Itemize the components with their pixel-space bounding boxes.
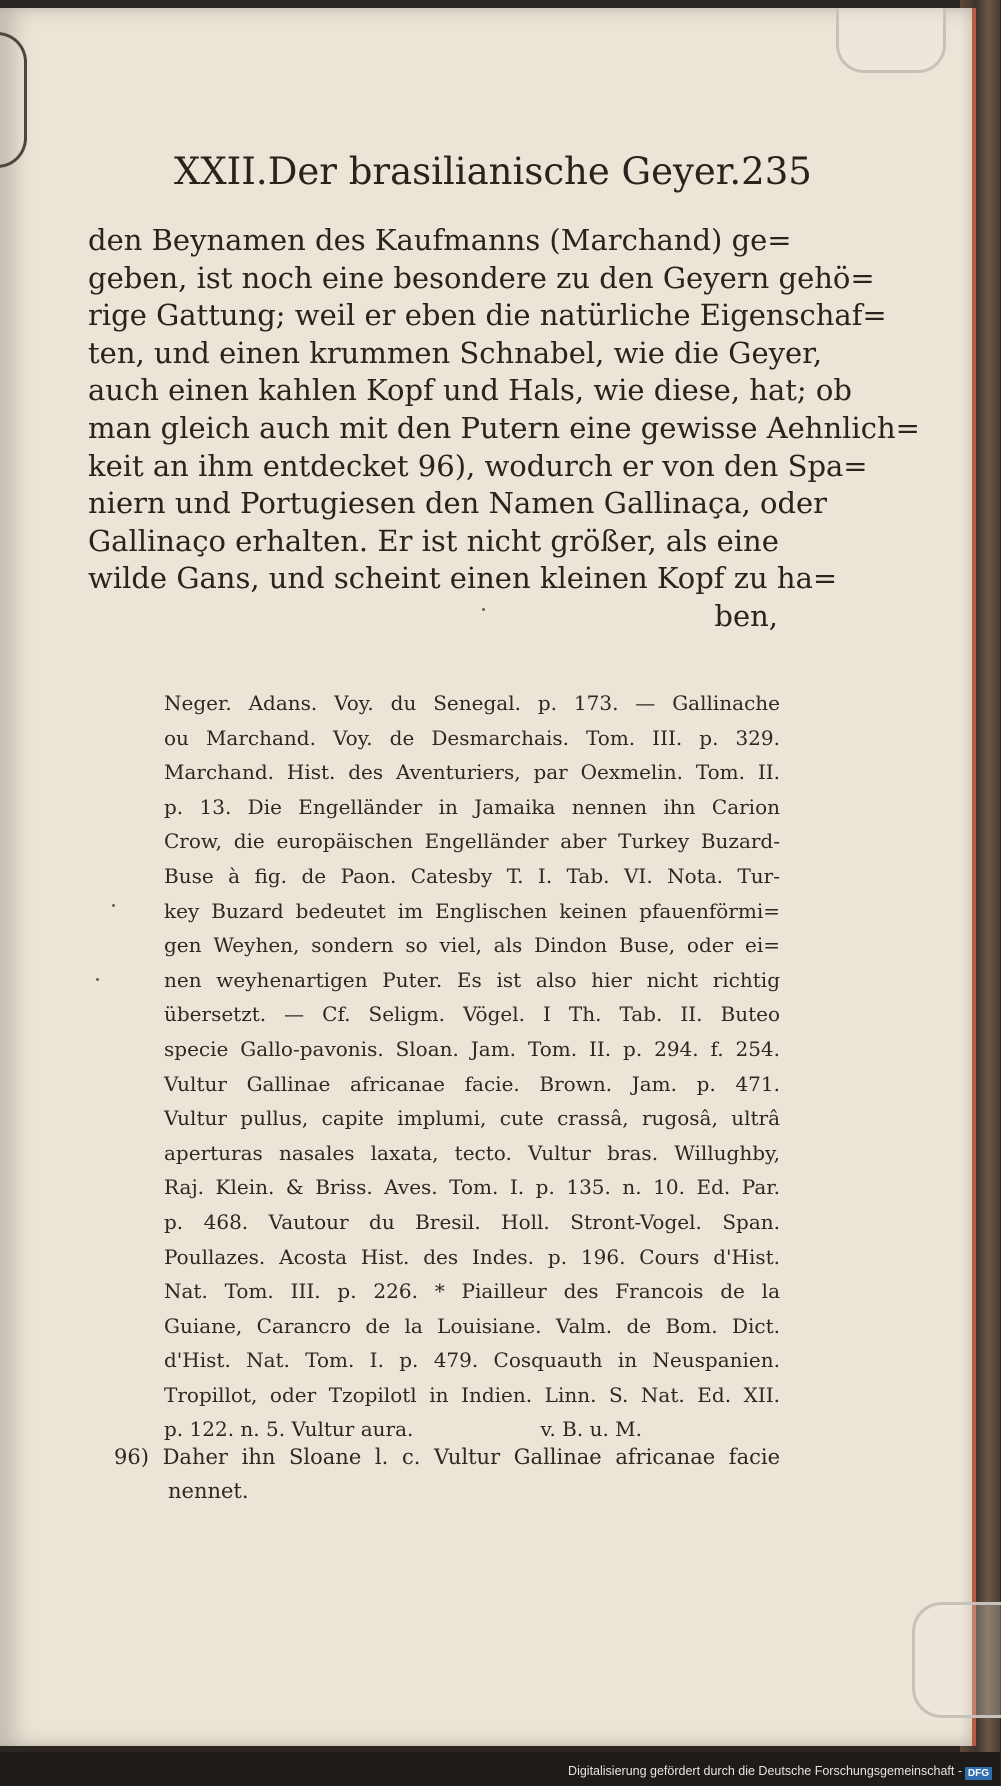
text-line: geben, ist noch eine besondere zu den Geyern gehö= bbox=[88, 260, 875, 295]
main-text bbox=[88, 222, 920, 636]
running-header bbox=[174, 150, 812, 193]
note-line: specie Gallo-pavonis. Sloan. Jam. Tom. II. p. 294. f. 254. bbox=[164, 1036, 780, 1061]
book-page bbox=[0, 8, 976, 1746]
note-line: Guiane, Carancro de la Louisiane. Valm. de Bom. Dict. bbox=[164, 1313, 780, 1338]
note-line: key Buzard bedeutet im Englischen keinen pfauenförmi= bbox=[164, 898, 780, 923]
note-line: d'Hist. Nat. Tom. I. p. 479. Cosquauth in Neuspanien. bbox=[164, 1348, 780, 1373]
text-line: den Beynamen des Kaufmanns (Marchand) ge= bbox=[88, 223, 792, 257]
note-line: Buse à fig. de Paon. Catesby T. I. Tab. VI. Nota. Tur- bbox=[164, 863, 780, 888]
note-line: übersetzt. — Cf. Seligm. Vögel. I Th. Tab. II. Buteo bbox=[164, 1002, 780, 1027]
text-line: keit an ihm entdecket 96), wodurch er von den Spa= bbox=[88, 448, 868, 483]
reference-notes bbox=[164, 686, 780, 1447]
note-line: p. 468. Vautour du Bresil. Holl. Stront-Vogel. Span. bbox=[164, 1209, 780, 1234]
note-line: p. 13. Die Engelländer in Jamaika nennen ihn Carion bbox=[164, 794, 780, 819]
text-line: ten, und einen krummen Schnabel, wie die Geyer, bbox=[88, 335, 823, 370]
clip-right bbox=[912, 1602, 1001, 1718]
text-line: man gleich auch mit den Putern eine gewisse Aehnlich= bbox=[88, 410, 920, 445]
footnote-line: nennet. bbox=[168, 1479, 249, 1503]
note-line: Raj. Klein. & Briss. Aves. Tom. I. p. 135. n. 10. Ed. Par. bbox=[164, 1175, 780, 1200]
note-line: Crow, die europäischen Engelländer aber Turkey Buzard- bbox=[164, 829, 780, 854]
chapter-number: XXII. bbox=[174, 150, 268, 193]
note-line: p. 122. n. 5. Vultur aura. v. B. u. M. bbox=[164, 1417, 642, 1442]
text-line: rige Gattung; weil er eben die natürliche Eigenschaf= bbox=[88, 298, 887, 333]
text-line: auch einen kahlen Kopf und Hals, wie diese, hat; ob bbox=[88, 373, 852, 408]
clip-left bbox=[0, 32, 27, 168]
text-line: Gallinaço erhalten. Er ist nicht größer, als eine bbox=[88, 523, 779, 558]
footnote-text: Daher ihn Sloane l. c. Vultur Gallinae africanae facie bbox=[162, 1445, 780, 1469]
note-line: nen weyhenartigen Puter. Es ist also hier nicht richtig bbox=[164, 967, 780, 992]
note-line: Poullazes. Acosta Hist. des Indes. p. 196. Cours d'Hist. bbox=[164, 1244, 780, 1269]
catchword: ben, bbox=[714, 598, 778, 633]
chapter-title: Der brasilianische Geyer. bbox=[267, 150, 742, 193]
footnote-line bbox=[114, 1440, 780, 1474]
note-line: Nat. Tom. III. p. 226. * Piailleur des Francois de la bbox=[164, 1279, 780, 1304]
footnote-marker: 96) bbox=[114, 1445, 149, 1469]
paper-speck bbox=[482, 608, 485, 611]
note-line: gen Weyhen, sondern so viel, als Dindon Buse, oder ei= bbox=[164, 933, 780, 958]
note-line: aperturas nasales laxata, tecto. Vultur bras. Willughby, bbox=[164, 1140, 780, 1165]
clip-top bbox=[836, 8, 946, 73]
text-line: wilde Gans, und scheint einen kleinen Kopf zu ha= bbox=[88, 561, 838, 596]
note-line: Vultur pullus, capite implumi, cute crassâ, rugosâ, ultrâ bbox=[164, 1106, 780, 1131]
note-line: Tropillot, oder Tzopilotl in Indien. Linn. S. Nat. Ed. XII. bbox=[164, 1382, 780, 1407]
footer-bar bbox=[0, 1752, 1000, 1786]
paper-speck bbox=[112, 904, 115, 907]
note-line: Vultur Gallinae africanae facie. Brown. Jam. p. 471. bbox=[164, 1071, 780, 1096]
digitization-credit: Digitalisierung gefördert durch die Deutsche Forschungsgemeinschaft - bbox=[568, 1764, 962, 1778]
text-line: niern und Portugiesen den Namen Gallinaça, oder bbox=[88, 486, 828, 521]
page-number: 235 bbox=[741, 150, 812, 193]
note-line: Neger. Adans. Voy. du Senegal. p. 173. — Gallinache bbox=[164, 691, 780, 715]
dfg-logo: DFG bbox=[965, 1767, 992, 1780]
note-line: Marchand. Hist. des Aventuriers, par Oexmelin. Tom. II. bbox=[164, 760, 780, 785]
footnote-96 bbox=[114, 1440, 780, 1508]
paper-speck bbox=[96, 978, 99, 981]
note-line: ou Marchand. Voy. de Desmarchais. Tom. III. p. 329. bbox=[164, 725, 780, 750]
